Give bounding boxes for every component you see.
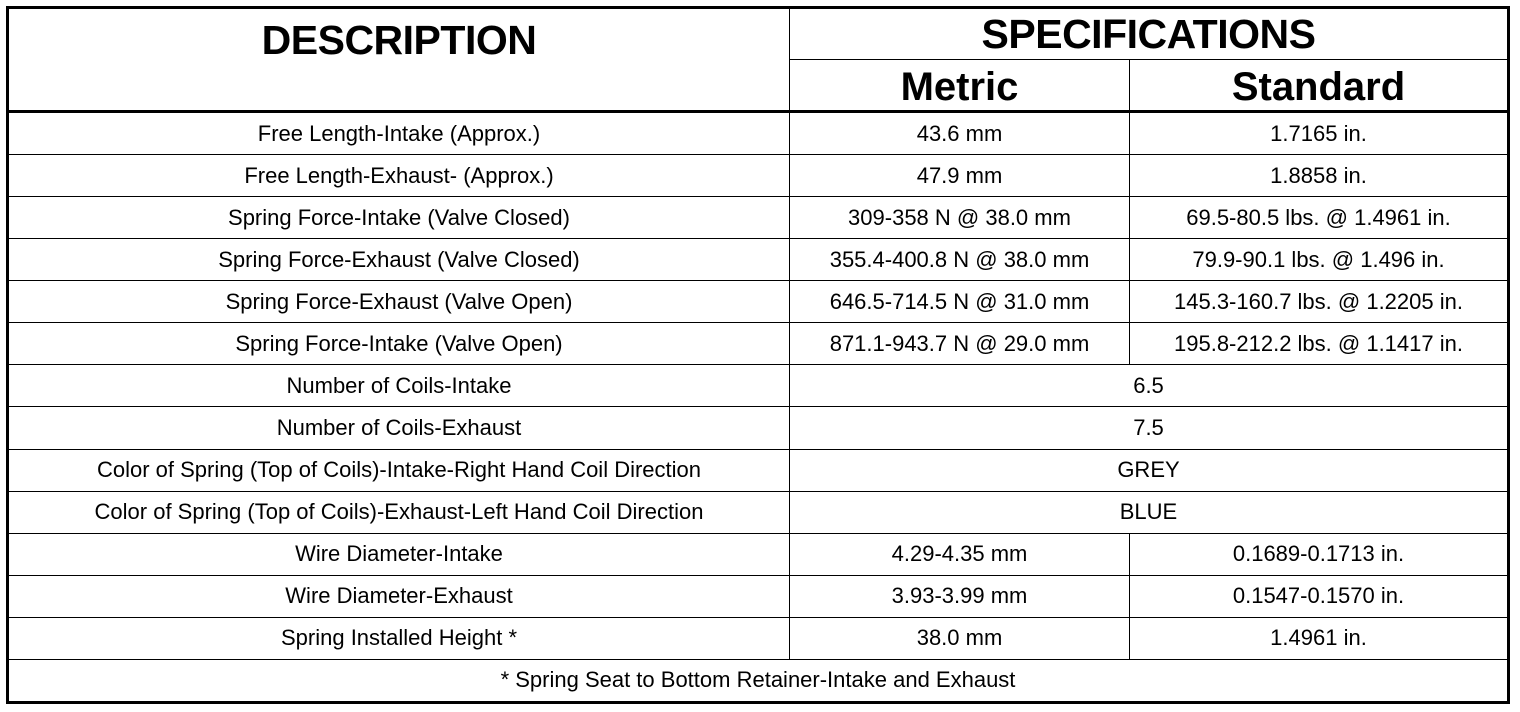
row-standard: 69.5-80.5 lbs. @ 1.4961 in. [1130,197,1509,239]
row-metric: 3.93-3.99 mm [790,575,1130,617]
row-description: Spring Force-Exhaust (Valve Open) [8,281,790,323]
metric-header: Metric [790,60,1130,112]
table-row [8,155,1509,197]
table-row [8,239,1509,281]
row-metric: 309-358 N @ 38.0 mm [790,197,1130,239]
row-description: Spring Force-Intake (Valve Closed) [8,197,790,239]
row-description: Free Length-Intake (Approx.) [8,112,790,155]
row-metric: 4.29-4.35 mm [790,533,1130,575]
row-standard: 79.9-90.1 lbs. @ 1.496 in. [1130,239,1509,281]
row-description: Color of Spring (Top of Coils)-Exhaust-Left Hand Coil Direction [8,491,790,533]
table-row [8,575,1509,617]
row-description: Color of Spring (Top of Coils)-Intake-Right Hand Coil Direction [8,449,790,491]
row-metric: 38.0 mm [790,617,1130,659]
row-standard: 0.1547-0.1570 in. [1130,575,1509,617]
row-standard: 1.8858 in. [1130,155,1509,197]
row-metric: 646.5-714.5 N @ 31.0 mm [790,281,1130,323]
row-standard: 0.1689-0.1713 in. [1130,533,1509,575]
valve-spring-spec-table [6,6,1510,704]
row-description: Spring Force-Exhaust (Valve Closed) [8,239,790,281]
row-value: 6.5 [790,365,1509,407]
row-metric: 47.9 mm [790,155,1130,197]
specifications-header: SPECIFICATIONS [790,8,1509,60]
standard-header: Standard [1130,60,1509,112]
table-row [8,365,1509,407]
row-description: Number of Coils-Intake [8,365,790,407]
row-description: Wire Diameter-Intake [8,533,790,575]
row-metric: 43.6 mm [790,112,1130,155]
table-row [8,617,1509,659]
row-standard: 145.3-160.7 lbs. @ 1.2205 in. [1130,281,1509,323]
table-row [8,323,1509,365]
table-row [8,491,1509,533]
row-description: Spring Installed Height * [8,617,790,659]
row-value: GREY [790,449,1509,491]
row-description: Spring Force-Intake (Valve Open) [8,323,790,365]
table-row [8,407,1509,449]
table-row [8,533,1509,575]
row-description: Wire Diameter-Exhaust [8,575,790,617]
table-row [8,449,1509,491]
table-row [8,197,1509,239]
row-standard: 195.8-212.2 lbs. @ 1.1417 in. [1130,323,1509,365]
row-description: Free Length-Exhaust- (Approx.) [8,155,790,197]
row-metric: 871.1-943.7 N @ 29.0 mm [790,323,1130,365]
footnote: * Spring Seat to Bottom Retainer-Intake and Exhaust [8,659,1509,702]
row-value: 7.5 [790,407,1509,449]
footnote-row [8,659,1509,702]
row-description: Number of Coils-Exhaust [8,407,790,449]
table-row [8,112,1509,155]
row-value: BLUE [790,491,1509,533]
table-row [8,281,1509,323]
description-header: DESCRIPTION [8,8,790,112]
row-metric: 355.4-400.8 N @ 38.0 mm [790,239,1130,281]
row-standard: 1.4961 in. [1130,617,1509,659]
row-standard: 1.7165 in. [1130,112,1509,155]
